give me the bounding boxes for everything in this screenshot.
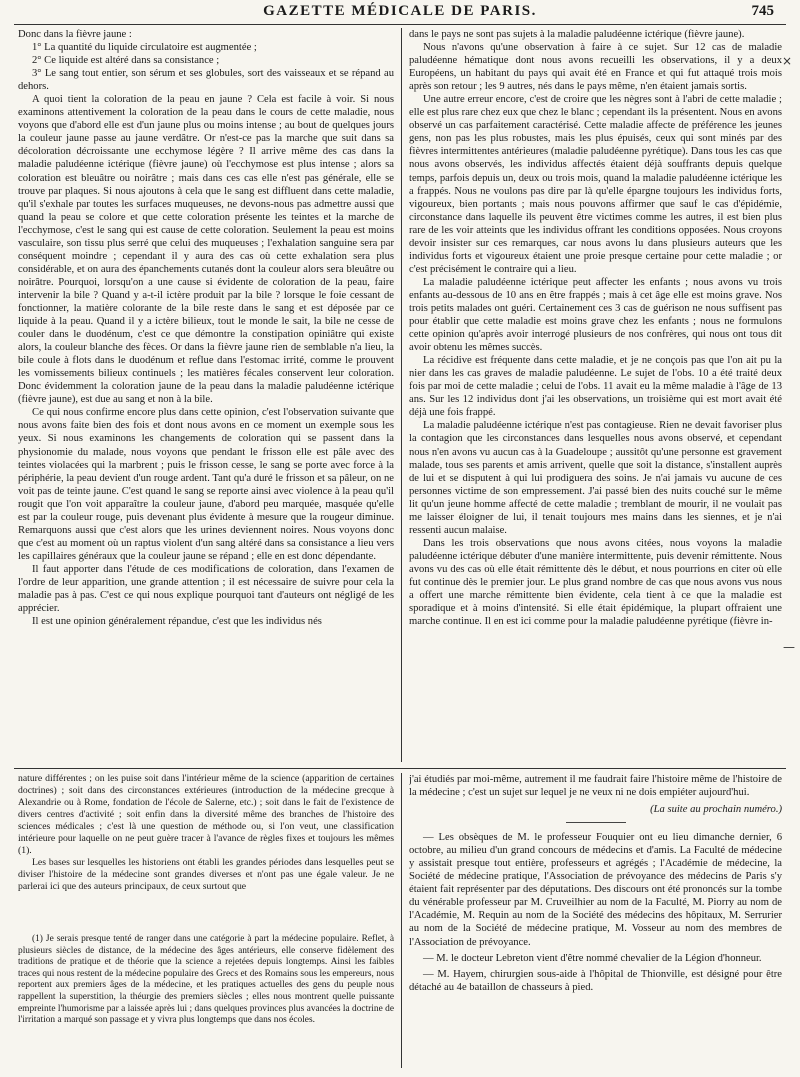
paragraph: Il est une opinion généralement répandue, c'est que les individus nés	[32, 616, 322, 628]
paragraph: Donc dans la fièvre jaune :	[18, 29, 132, 40]
page-number: 745	[751, 3, 774, 19]
left-column	[18, 28, 394, 762]
paragraph: Une autre erreur encore, c'est de croire que les nègres sont à l'abri de cette maladie ; elle est plus rare chez eux que chez le blanc ; cependant ils la présentent. Nous en avons observé un cas parfaitement caractérisé. Cette maladie affecte de préférence les jeunes gens, non pas les plus robustes, mais les plus épuisés, ceux qui sont minés par des fièvres intermittentes antérieures (maladie paludéenne pyrétique). Dans tous les cas que nous avons observés, les individus affectés étaient déjà souffrants depuis quelque temps, parfois depuis un, deux ou trois mois, quand la maladie paludéenne ictérique les a frappés. Nous ne voulons pas dire par là qu'elle épargne toujours les individus forts, vigoureux, bien portants ; mais nous pouvons affirmer que sauf le cas d'épidémie, circonstance dans laquelle ils peuvent être victimes comme les autres, il est bien plus rare de les voir atteints que les individus offrant les conditions opposées. Nous croyons devoir insister sur ces remarques, car nous avons lu dans plusieurs auteurs que les individus forts et vigoureux étaient une proie presque certaine pour cette maladie ; or c'est précisément le contraire qui a lieu.	[409, 94, 782, 275]
paragraph: La maladie paludéenne ictérique n'est pas contagieuse. Rien ne devait favoriser plus la contagion que les circonstances dans lesquelles nous avons observé, et cependant nous n'en avons vu aucun cas à la Guadeloupe ; aussitôt qu'une personne est gravement malade, tous ses parents et amis arrivent, quelle que soit la distance, s'installent auprès de lui et se disputent à qui lui prodiguera des soins. Je n'ai jamais vu aucune de ces personnes victime de son empressement. J'ai passé bien des nuits couché sur le même lit qu'un jeune homme affecté de cette maladie ; tremblant de mourir, il ne voulait pas me laisser éloigner de lui, il tenait toujours mes mains dans les siennes, et je n'ai ressenti aucun malaise.	[409, 420, 782, 536]
list-item: 3° Le sang tout entier, son sérum et ses globules, sort des vaisseaux et se répand au dehors.	[18, 68, 394, 93]
list-item: 2° Ce liquide est altéré dans sa consistance ;	[32, 55, 220, 67]
journal-title: GAZETTE MÉDICALE DE PARIS.	[263, 3, 537, 19]
margin-dash-mark: —	[783, 640, 795, 654]
paragraph: La récidive est fréquente dans cette maladie, et je ne conçois pas que l'on ait pu la nier dans les cas graves de maladie paludéenne. Le sujet de l'obs. 10 a été traité deux fois par moi de cette maladie ; celui de l'obs. 11 avait eu la même maladie à l'âge de 13 ans. Sur les 12 individus dont j'ai les observations, un troisième qui est mort avait été déjà une fois frappé.	[409, 355, 782, 419]
news-item: — M. Hayem, chirurgien sous-aide à l'hôpital de Thionville, est désigné pour être détaché au 4e bataillon de chasseurs à pied.	[409, 968, 782, 993]
footnote-text: (1) Je serais presque tenté de ranger dans une catégorie à part la médecine populaire. Reflet, à plusieurs siècles de distance, de la médecine des âges antérieurs, elle conserve fidèlement des traditions de pratique et de théorie que la science a rejetées depuis longtemps. Ainsi les faibles traces qui nous restent de la médecine populaire des Grecs et des Romains sous les empereurs, nous reportent aux premiers âges de la médecine, et les pratiques actuelles des gens du peuple nous rappellent la superstition, la théurgie des premiers siècles ; elles nous montrent quelle puissante empreinte l'humorisme par a laissée après lui ; dans quelques provinces plus avancées la doctrine de l'irritation a marqué son passage et y vivra plus longtemps que dans nos écoles.	[18, 934, 394, 1026]
paragraph: nature différentes ; on les puise soit dans l'intérieur même de la science (apparition de certaines doctrines) ; soit dans des circonstances extérieures (introduction de la médecine grecque à Alexandrie ou à Rome, fondation de l'école de Salerne, etc.) ; soit dans le fait de l'existence de divers centres d'activité ; soit enfin dans la diversité même des branches de l'histoire des sciences médicales ; c'est là une question de méthode ou, si l'on veut, une classification intérieure pour laquelle on ne peut guère tracer à l'avance de règles fixes et toujours les mêmes (1).	[18, 773, 394, 856]
list-item: 1° La quantité du liquide circulatoire est augmentée ;	[32, 42, 257, 54]
paragraph: j'ai étudiés par moi-même, autrement il me faudrait faire l'histoire même de l'histoire de la médecine ; c'est un sujet sur lequel je ne veux ni ne dois empiéter aujourd'hui.	[409, 774, 782, 799]
feuilleton-left	[18, 773, 394, 893]
feuilleton-right	[409, 773, 782, 1070]
paragraph: Les bases sur lesquelles les historiens ont établi les grandes périodes dans lesquelles peut se diviser l'histoire de la médecine sont grandes diverses et n'ont pas une égale valeur. Je ne parlerai ici que des auteurs principaux, de ceux surtout que	[18, 856, 394, 892]
news-item: — Les obsèques de M. le professeur Fouquier ont eu lieu dimanche dernier, 6 octobre, au milieu d'un grand concours de médecins et d'amis. La Faculté de médecine y assistait presque tout entière, professeurs et agrégés ; l'Académie de médecine, la Société de médecine pratique, l'Association de prévoyance des médecins de Paris s'y étaient fait représenter par des députations. Des discours ont été prononcés sur la tombe du vénérable professeur par M. Cruveilhier au nom de la Faculté, M. Piorry au nom de l'Académie, M. Requin au nom de la Société des médecins des hôpitaux, M. Serrurier au nom de la Société de médecine pratique, M. Vosseur au nom des membres de l'Association de prévoyance.	[409, 832, 782, 948]
paragraph: A quoi tient la coloration de la peau en jaune ? Cela est facile à voir. Si nous examinons attentivement la coloration de la peau dans le cours de cette maladie, nous voyons que d'abord elle est d'un jaune plus ou moins intense ; au bout de quelques jours la couleur jaune passe au jaune verdâtre. Or n'est-ce pas la marche que suit dans sa décoloration décroissante une ecchymose légère ? Il arrive même des cas dans la maladie paludéenne ictérique (fièvre jaune) où l'ecchymose est plus intense ; alors sa coloration est bleuâtre ou noirâtre ; mais dans ces cas elle n'est pas générale, elle se trouve par plaques. Si nous ajoutons à cela que le sang est diffluent dans cette maladie, qu'il s'exhale par toutes les surfaces muqueuses, ne devons-nous pas admettre aussi que quand la peau se colore et que cette coloration présente les teintes et la marche de l'ecchymose, c'est le sang qui est cause de cette coloration. Seulement la peau est moins vasculaire, son tissu plus serré que celui des muqueuses ; l'exhalation sanguine sera par conséquent moindre ; cependant il y aura des cas où cette exhalation sera plus considérable, et on aura des épanchements cutanés dont la couleur alors sera bleuâtre ou noirâtre. Pourquoi, lorsqu'on a une cause si évidente de coloration de la peau, faire intervenir la bile ? Quand y a-t-il ictère produit par la bile ? lorsque le foie cessant de fonctionner, la matière colorante de la bile reste dans le sang et est déposée par ce liquide à la peau. Quand il y a ictère bilieux, tout le monde le sait, la bile ne cesse de couler dans le duodénum, c'est ce que démontre la constipation opiniâtre qui existe alors, la couleur blanche des fèces. Or dans la fièvre jaune rien de semblable n'a lieu, la bile coule à flots dans le duodénum et reflue dans l'estomac irrité, comme le prouvent les vomissements bilieux continuels ; les matières fécales conservent leur coloration. Donc évidemment la coloration jaune de la peau dans la maladie paludéenne ictérique (fièvre jaune), est due au sang et non à la bile.	[18, 94, 394, 406]
news-items	[409, 831, 782, 994]
footnote	[18, 934, 394, 1070]
paragraph: Nous n'avons qu'une observation à faire à ce sujet. Sur 12 cas de maladie paludéenne hématique dont nous avons recueilli les observations, il y a deux Européens, un habitant du pays qui avait été en France et qui fut attaqué trois mois après son retour ; les 9 autres, nés dans le pays même, n'en étaient jamais sortis.	[409, 42, 782, 93]
paragraph: La maladie paludéenne ictérique peut affecter les enfants ; nous avons vu trois enfants au-dessous de 10 ans en être frappés ; mais à cet âge elle est moins grave. Nos trois petits malades ont guéri. Certainement ces 3 cas de guérison ne nous suffisent pas pour établir que cette maladie est moins grave chez les enfants ; nous ne formulons cette opinion qu'après avoir interrogé plusieurs de nos confrères, qui nous ont tous dit avoir obtenu les mêmes succès.	[409, 276, 782, 354]
column-divider	[401, 28, 402, 762]
paragraph: Ce qui nous confirme encore plus dans cette opinion, c'est l'observation suivante que nous avons faite bien des fois et dont nous avons en ce moment un exemple sous les yeux. Si nous examinons les changements de coloration qui se passent dans la physionomie du malade, nous voyons que pendant le frisson elle est pâle avec des teintes violacées qui la marbrent ; puis le frisson cesse, le sang se porte avec force à la périphérie, la peau devient d'un rouge ardent. Tant qu'a duré le frisson et sa pâleur, on ne voit pas de teinte jaune. C'est quand le sang se reporte ainsi avec violence à la peau qu'il rougit que l'on voit apparaître la couleur jaune, d'abord peu marquée, masquée qu'elle est par la couleur rouge, puis devenant plus évidente à mesure que la rougeur diminue. Remarquons aussi que c'est alors que les urines deviennent noires. Nous voyons donc que c'est au moment où un raptus violent d'un sang altéré dans sa consistance a lieu vers les capillaires généraux que la couleur jaune se répand ; elle en est donc dépendante.	[18, 407, 394, 562]
continued-note: (La suite au prochain numéro.)	[650, 804, 782, 816]
page-header	[0, 3, 800, 21]
paragraph: dans le pays ne sont pas sujets à la maladie paludéenne ictérique (fièvre jaune).	[409, 29, 745, 40]
news-item: — M. le docteur Lebreton vient d'être nommé chevalier de la Légion d'honneur.	[423, 952, 762, 964]
column-divider-lower	[401, 773, 402, 1068]
right-column	[409, 28, 782, 762]
section-rule	[14, 768, 786, 769]
paragraph: Dans les trois observations que nous avons citées, nous voyons la maladie paludéenne ictérique débuter d'une manière intermittente, puis devenir rémittente. Nous avons vu des cas où elle était rémittente dès le début, et nous pourrions en citer où elle fut continue dès le premier jour. Le plus grand nombre de cas que nous avons vus nous a offert une marche rémittente bien évidente, cela tient à ce que la maladie est sporadique et à moins d'intensité. Si elle était épidémique, la plupart offraient une marche continue. Il en est ici comme pour la maladie paludéenne pyrétique (fièvre in-	[409, 537, 782, 628]
paragraph: Il faut apporter dans l'étude de ces modifications de coloration, dans l'examen de l'ordre de leur apparition, une grande attention ; il est nécessaire de suivre pour cela la maladie pas à pas. C'est ce qui nous explique pourquoi tant d'auteurs ont négligé de les apprécier.	[18, 563, 394, 615]
header-rule	[14, 24, 786, 25]
margin-cross-mark: ×	[782, 54, 793, 68]
separator	[566, 822, 626, 823]
